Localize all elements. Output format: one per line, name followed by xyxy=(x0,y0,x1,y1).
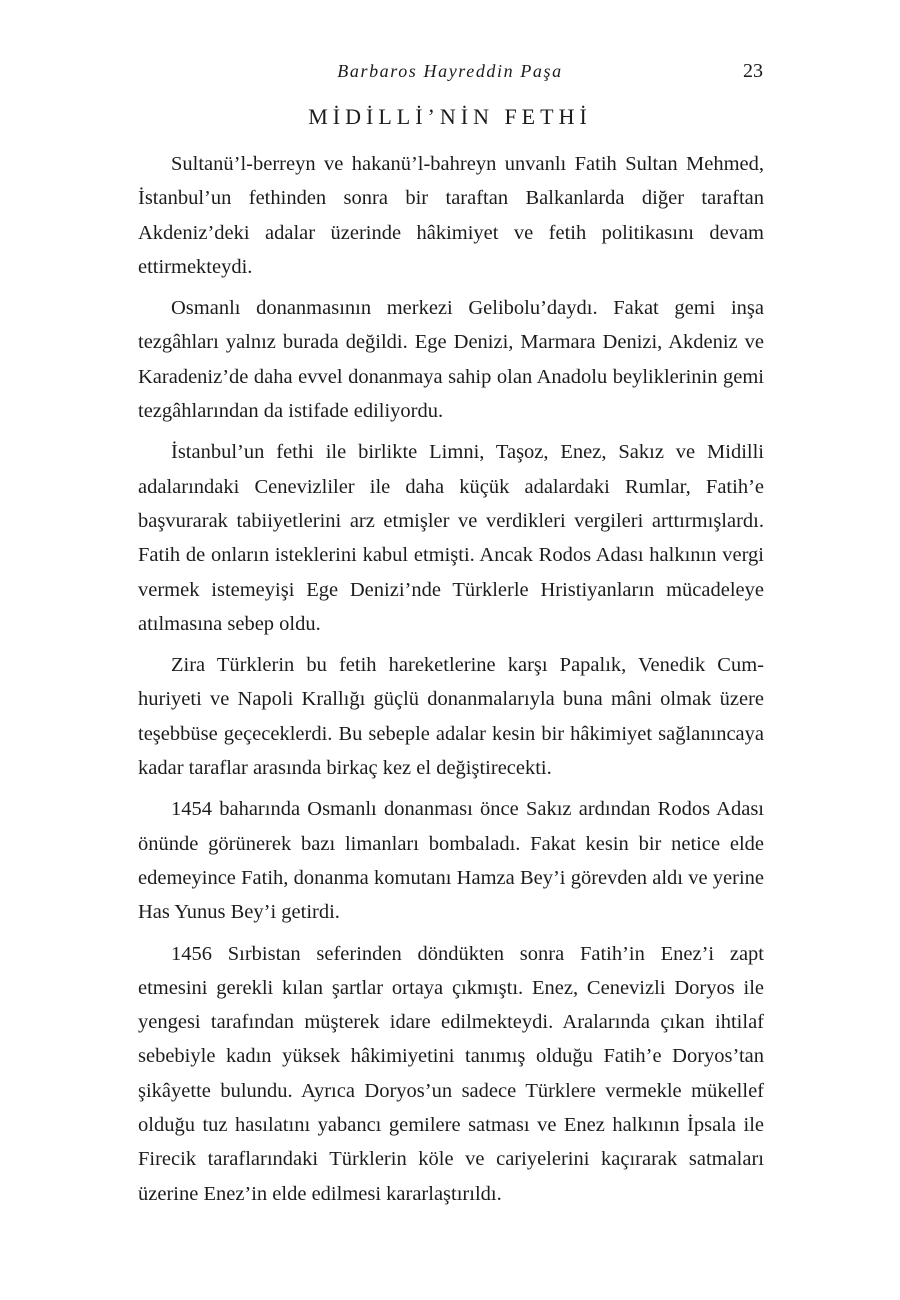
running-title: Barbaros Hayreddin Paşa xyxy=(337,61,563,81)
paragraph: İstanbul’un fethi ile birlikte Limni, Taşoz, Enez, Sakız ve Midilli adalarındaki Cenevizliler ile daha küçük adalardaki Rumlar, Fatih’e başvurarak tabiiyetlerini arz etmişler ve verdikleri vergileri arttırmışlardı. Fatih de onların isteklerini kabul etmişti. Ancak Rodos Adası halkının vergi vermek istemeyişi Ege Denizi’nde Türklerle Hristiyanların mücadeleye atılmasına sebep oldu. xyxy=(138,441,764,635)
paragraph: 1456 Sırbistan seferinden döndükten sonra Fatih’in Enez’i zapt etmesini gerekli kılan şartlar ortaya çıkmıştı. Enez, Cenevizli Doryos ile yengesi tarafından müşterek idare edilmekteydi. Aralarında çıkan ihtilaf sebebiyle kadın yüksek hâkimiyetini tanımış olduğu Fatih’e Doryos’tan şikâyette bulundu. Ayrıca Doryos’un sadece Türklere vermekle mükellef olduğu tuz hasılatını yabancı gemilere satması ve Enez halkının İpsala ile Firecik taraflarındaki Türklerin köle ve cariyelerini kaçırarak satmaları üzerine Enez’in elde edilmesi kararlaştırıldı. xyxy=(138,942,764,1205)
paragraph: Sultanü’l-berreyn ve hakanü’l-bahreyn unvanlı Fatih Sultan Mehmed, İstanbul’un fethinden sonra bir taraftan Balkanlarda diğer taraftan Akdeniz’deki adalar üzerinde hâkimiyet ve fetih politikasını devam ettirmekteydi. xyxy=(138,153,764,278)
chapter-title: MİDİLLİ’NİN FETHİ xyxy=(308,104,592,129)
paragraph: Zira Türklerin bu fetih hareketlerine karşı Papalık, Venedik Cumhuriyeti ve Napoli Krallığı güçlü donanmalarıyla buna mâni olmak üzere teşebbüse geçeceklerdi. Bu sebeple adalar kesin bir hâkimiyet sağlanıncaya kadar taraflar arasında birkaç kez el değiştirecekti. xyxy=(138,654,764,780)
body-text xyxy=(138,147,764,1218)
page-number: 23 xyxy=(743,60,763,82)
paragraph: 1454 baharında Osmanlı donanması önce Sakız ardından Rodos Adası önünde görünerek bazı limanları bombaladı. Fakat kesin bir netice elde edemeyince Fatih, donanma komutanı Hamza Bey’i görevden aldı ve yerine Has Yunus Bey’i getirdi. xyxy=(138,798,764,924)
running-header xyxy=(0,58,900,88)
paragraph: Osmanlı donanmasının merkezi Gelibolu’daydı. Fakat gemi inşa tezgâhları yalnız burada değildi. Ege Denizi, Marmara Denizi, Akdeniz ve Karadeniz’de daha evvel donanmaya sahip olan Anadolu beyliklerinin gemi tezgâhlarından da istifade ediliyordu. xyxy=(138,297,764,423)
